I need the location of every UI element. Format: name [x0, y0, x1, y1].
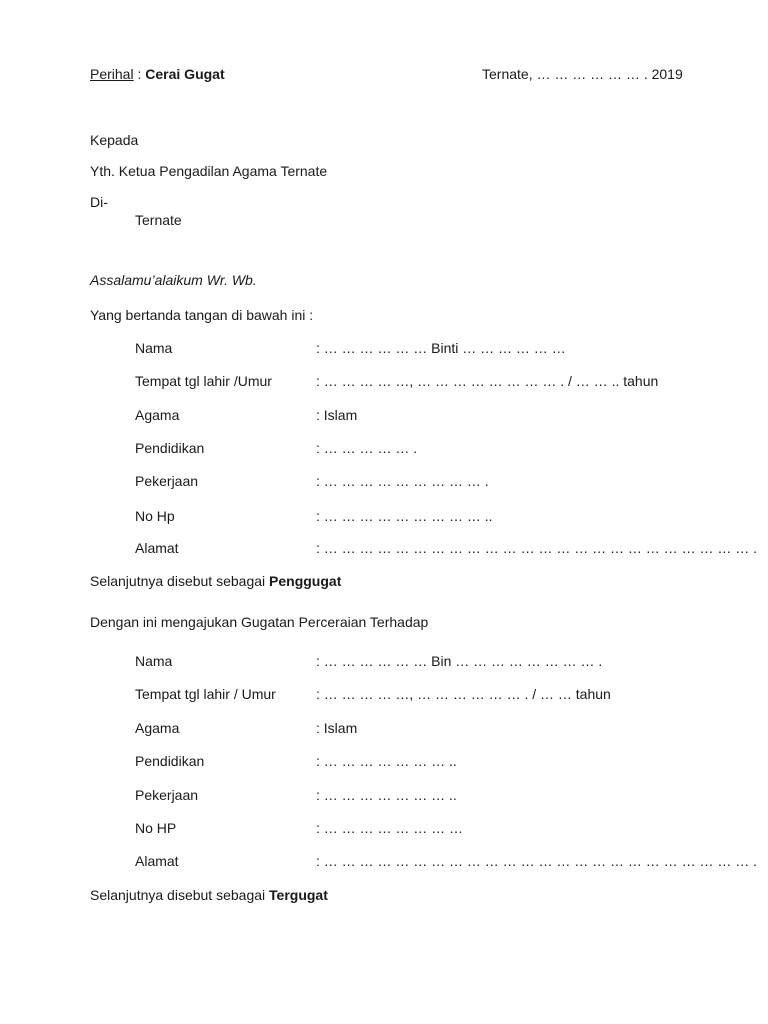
recipient-yth: Yth. Ketua Pengadilan Agama Ternate [90, 163, 328, 179]
field-value: : Islam [316, 407, 358, 423]
greeting: Assalamu’alaikum Wr. Wb. [90, 272, 257, 288]
field-label: Pekerjaan [135, 787, 199, 803]
field-label: Tempat tgl lahir /Umur [135, 373, 272, 389]
field-label: Alamat [135, 853, 179, 869]
field-value: : … … … … … … … … … … … … … … … … … … … … … … … … . [316, 853, 758, 869]
field-label: No Hp [135, 508, 175, 524]
perihal-value: Cerai Gugat [145, 66, 225, 82]
field-label: Alamat [135, 540, 179, 556]
recipient-kepada: Kepada [90, 132, 139, 148]
field-label: Agama [135, 407, 180, 423]
summary-role: Penggugat [269, 573, 342, 589]
field-value: : … … … … …, … … … … … … … … . / … … .. tahun [316, 373, 659, 389]
intro-text: Yang bertanda tangan di bawah ini : [90, 307, 314, 323]
tergugat-summary [90, 886, 328, 904]
recipient-di: Di- [90, 194, 108, 210]
perihal-label: Perihal [90, 66, 134, 82]
summary-prefix: Selanjutnya disebut sebagai [90, 887, 270, 903]
field-value: : … … … … … … Binti … … … … … … [316, 340, 566, 356]
field-label: Tempat tgl lahir / Umur [135, 686, 276, 702]
place-date: Ternate, … … … … … … . 2019 [482, 66, 683, 82]
penggugat-summary [90, 572, 341, 590]
transition-text: Dengan ini mengajukan Gugatan Perceraian Terhadap [90, 614, 429, 630]
subject-line [90, 65, 225, 83]
recipient-city: Ternate [135, 212, 182, 228]
field-value: : … … … … …, … … … … … … . / … … tahun [316, 686, 611, 702]
field-label: No HP [135, 820, 177, 836]
field-label: Pendidikan [135, 440, 205, 456]
field-value: : … … … … … … … .. [316, 753, 457, 769]
field-value: : … … … … … … … … [316, 820, 464, 836]
field-value: : … … … … … … … … … . [316, 473, 489, 489]
field-label: Pendidikan [135, 753, 205, 769]
field-value: : … … … … … . [316, 440, 418, 456]
field-value: : Islam [316, 720, 358, 736]
field-value: : … … … … … … … … … … … … … … … … … … … … … … … … . [316, 540, 758, 556]
perihal-separator: : [133, 66, 146, 82]
summary-prefix: Selanjutnya disebut sebagai [90, 573, 270, 589]
field-label: Agama [135, 720, 180, 736]
summary-role: Tergugat [269, 887, 328, 903]
field-label: Nama [135, 340, 173, 356]
field-label: Nama [135, 653, 173, 669]
field-value: : … … … … … … … … … .. [316, 508, 493, 524]
field-value: : … … … … … … Bin … … … … … … … … . [316, 653, 603, 669]
field-value: : … … … … … … … .. [316, 787, 457, 803]
field-label: Pekerjaan [135, 473, 199, 489]
